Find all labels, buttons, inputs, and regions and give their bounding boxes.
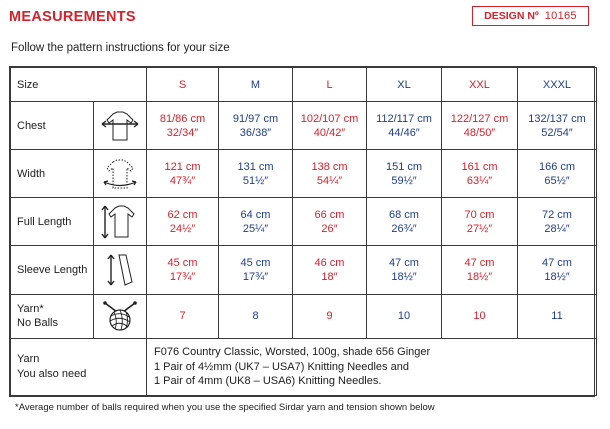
full-length-label: Full Length (11, 198, 94, 246)
sleeve-length-row (11, 246, 597, 294)
yarn-spec-line: F076 Country Classic, Worsted, 100g, shade 656 Ginger (154, 346, 431, 359)
yarn-balls-xxxl: 11 (518, 294, 597, 339)
chest-s: 81/86 cm 32/34″ (147, 102, 219, 150)
yarn-balls-s: 7 (147, 294, 219, 339)
width-label: Width (11, 150, 94, 198)
sleeve-length-label: Sleeve Length (11, 246, 94, 294)
full-length-m: 64 cm 25¼″ (219, 198, 293, 246)
chest-label: Chest (11, 102, 94, 150)
sleeve-length-xxl: 47 cm 18½″ (442, 246, 518, 294)
full-length-row (11, 198, 597, 246)
width-xxl: 161 cm 63¼″ (442, 150, 518, 198)
sleeve-length-xxxl: 47 cm 18½″ (518, 246, 597, 294)
full-length-xl: 68 cm 26¾″ (367, 198, 442, 246)
design-label: DESIGN Nº (484, 10, 539, 22)
sleeve-measure-icon (94, 246, 147, 294)
design-number-box (472, 6, 589, 26)
footnote: *Average number of balls required when you use the specified Sirdar yarn and tension shown below (15, 402, 435, 413)
full-length-s: 62 cm 24½″ (147, 198, 219, 246)
chest-row (11, 102, 597, 150)
yarn-info-label: Yarn You also need (11, 339, 147, 396)
size-l: L (293, 68, 367, 102)
page-title: MEASUREMENTS (9, 9, 136, 25)
yarn-balls-m: 8 (219, 294, 293, 339)
yarn-balls-label: Yarn* No Balls (11, 294, 94, 339)
width-measure-icon (94, 150, 147, 198)
width-s: 121 cm 47¾″ (147, 150, 219, 198)
width-xl: 151 cm 59½″ (367, 150, 442, 198)
needles-line-1: 1 Pair of 4½mm (UK7 – USA7) Knitting Needles and (154, 360, 409, 373)
yarn-ball-icon (94, 294, 147, 339)
width-xxxl: 166 cm 65½″ (518, 150, 597, 198)
chest-measure-icon (94, 102, 147, 150)
width-m: 131 cm 51½″ (219, 150, 293, 198)
intro-text: Follow the pattern instructions for your size (11, 42, 230, 54)
size-s: S (147, 68, 219, 102)
chest-m: 91/97 cm 36/38″ (219, 102, 293, 150)
size-m: M (219, 68, 293, 102)
size-header-row (11, 68, 597, 102)
chest-xxl: 122/127 cm 48/50″ (442, 102, 518, 150)
measurements-table (9, 66, 595, 397)
size-xxl: XXL (442, 68, 518, 102)
chest-l: 102/107 cm 40/42″ (293, 102, 367, 150)
length-measure-icon (94, 198, 147, 246)
yarn-balls-xxl: 10 (442, 294, 518, 339)
chest-xxxl: 132/137 cm 52/54″ (518, 102, 597, 150)
needles-line-2: 1 Pair of 4mm (UK8 – USA6) Knitting Needles. (154, 375, 382, 388)
sleeve-length-xl: 47 cm 18½″ (367, 246, 442, 294)
size-xxxl: XXXL (518, 68, 597, 102)
full-length-xxxl: 72 cm 28¼″ (518, 198, 597, 246)
full-length-xxl: 70 cm 27½″ (442, 198, 518, 246)
width-l: 138 cm 54¼″ (293, 150, 367, 198)
design-number: 10165 (544, 10, 577, 22)
size-xl: XL (367, 68, 442, 102)
yarn-balls-l: 9 (293, 294, 367, 339)
sleeve-length-s: 45 cm 17¾″ (147, 246, 219, 294)
yarn-balls-row (11, 294, 597, 339)
chest-xl: 112/117 cm 44/46″ (367, 102, 442, 150)
yarn-balls-xl: 10 (367, 294, 442, 339)
sleeve-length-m: 45 cm 17¾″ (219, 246, 293, 294)
full-length-l: 66 cm 26″ (293, 198, 367, 246)
yarn-info-row (11, 339, 597, 396)
width-row (11, 150, 597, 198)
yarn-info-text (147, 339, 597, 396)
sleeve-length-l: 46 cm 18″ (293, 246, 367, 294)
size-label: Size (11, 68, 147, 102)
